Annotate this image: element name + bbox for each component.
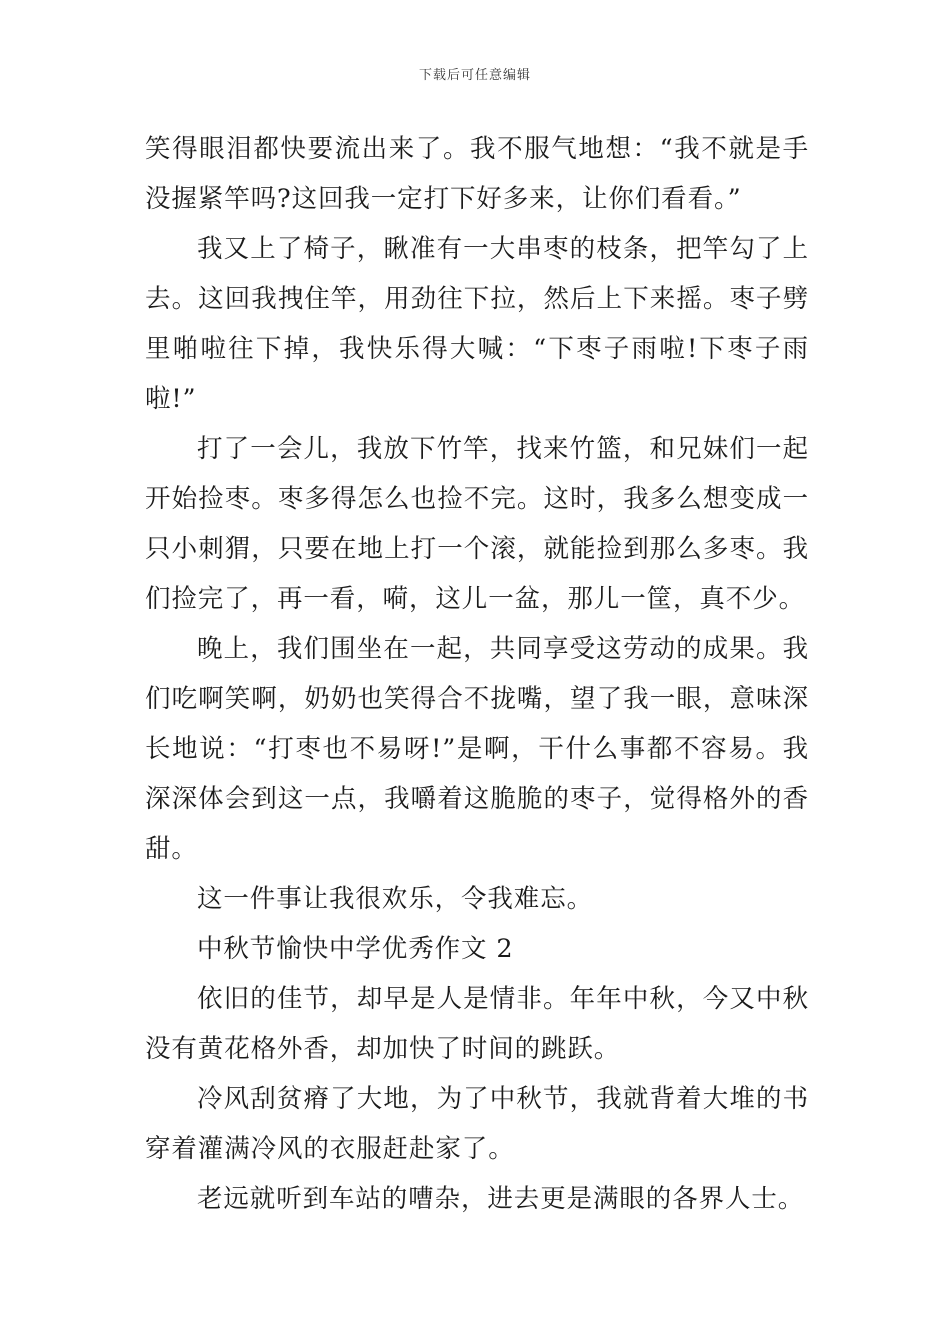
paragraph: 这一件事让我很欢乐，令我难忘。 — [197, 884, 594, 914]
paragraph: 依旧的佳节，却早是人是情非。年年中秋，今又中秋没有黄花格外香，却加快了时间的跳跃。 — [145, 984, 809, 1064]
page-header-note: 下载后可任意编辑 — [418, 68, 531, 83]
section-title: 中秋节愉快中学优秀作文 2 — [197, 934, 514, 964]
paragraph: 老远就听到车站的嘈杂，进去更是满眼的各界人士。 — [197, 1184, 805, 1214]
paragraph: 我又上了椅子，瞅准有一大串枣的枝条，把竿勾了上去。这回我拽住竿，用劲往下拉，然后上下来摇。枣子劈里啪啦往下掉，我快乐得大喊：“下枣子雨啦!下枣子雨啦!” — [145, 234, 809, 414]
paragraph: 冷风刮贫瘠了大地，为了中秋节，我就背着大堆的书穿着灌满冷风的衣服赶赴家了。 — [145, 1084, 809, 1164]
paragraph: 晚上，我们围坐在一起，共同享受这劳动的成果。我们吃啊笑啊，奶奶也笑得合不拢嘴，望了我一眼，意味深长地说：“打枣也不易呀!”是啊，干什么事都不容易。我深深体会到这一点，我嚼着这脆脆的枣子，觉得格外的香甜。 — [145, 634, 809, 864]
paragraph: 打了一会儿，我放下竹竿，找来竹篮，和兄妹们一起开始捡枣。枣多得怎么也捡不完。这时，我多么想变成一只小刺猬，只要在地上打一个滚，就能捡到那么多枣。我们捡完了，再一看，嗬，这儿一盆，那儿一筐，真不少。 — [145, 434, 809, 614]
document-body — [145, 124, 809, 1224]
paragraph: 笑得眼泪都快要流出来了。我不服气地想：“我不就是手没握紧竿吗?这回我一定打下好多来，让你们看看。” — [145, 134, 809, 214]
